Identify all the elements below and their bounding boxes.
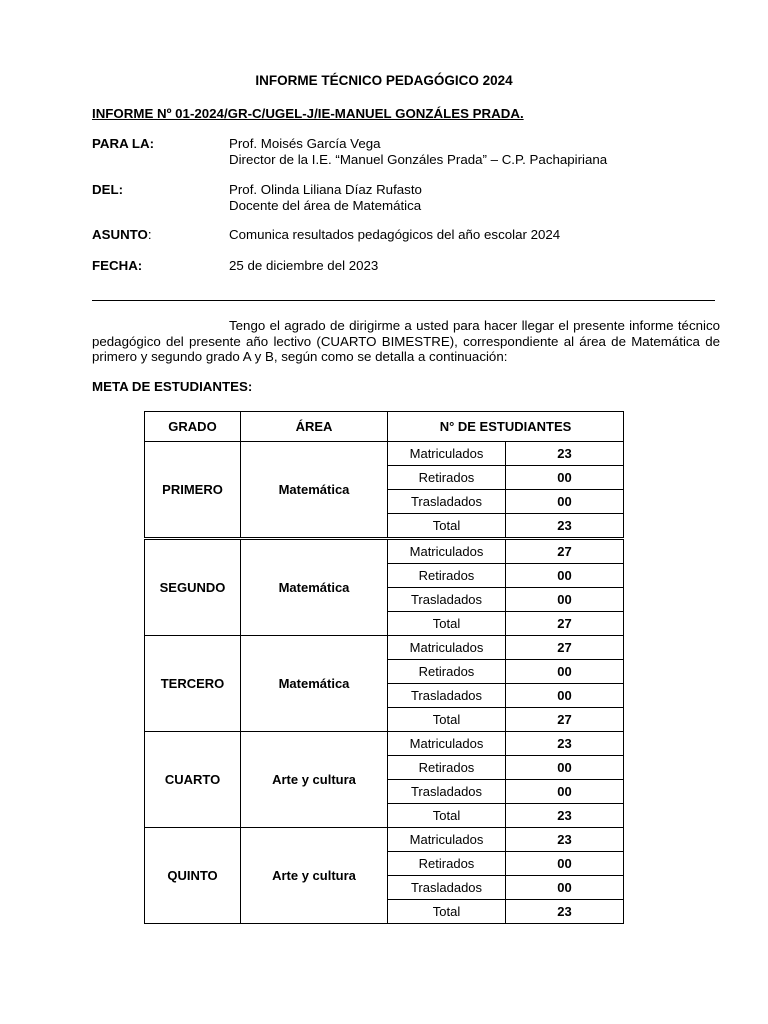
- header-area: ÁREA: [241, 412, 388, 442]
- header-grado: GRADO: [145, 412, 241, 442]
- count-label-cell: Retirados: [388, 564, 506, 588]
- count-value-cell: 27: [506, 636, 624, 660]
- count-value-cell: 23: [506, 900, 624, 924]
- table-row: [145, 828, 624, 852]
- count-value-cell: 00: [506, 588, 624, 612]
- count-value-cell: 00: [506, 780, 624, 804]
- grado-cell: SEGUNDO: [145, 539, 241, 636]
- count-label-cell: Total: [388, 612, 506, 636]
- count-value-cell: 00: [506, 684, 624, 708]
- count-label-cell: Total: [388, 900, 506, 924]
- count-value-cell: 00: [506, 756, 624, 780]
- grado-cell: CUARTO: [145, 732, 241, 828]
- count-label-cell: Retirados: [388, 466, 506, 490]
- count-label-cell: Matriculados: [388, 732, 506, 756]
- count-value-cell: 00: [506, 660, 624, 684]
- count-label-cell: Trasladados: [388, 684, 506, 708]
- students-table: [144, 411, 624, 924]
- count-value-cell: 23: [506, 732, 624, 756]
- count-label-cell: Matriculados: [388, 539, 506, 564]
- table-row: [145, 442, 624, 466]
- count-label-cell: Total: [388, 514, 506, 539]
- count-label-cell: Retirados: [388, 660, 506, 684]
- body-paragraph-text: Tengo el agrado de dirigirme a usted para hacer llegar el presente informe técnico pedagógico del presente año lectivo (CUARTO BIMESTRE), correspondiente al área de Matemática de primero y segundo grado A y B, según como se detalla a continuación:: [92, 318, 720, 364]
- count-label-cell: Matriculados: [388, 442, 506, 466]
- separator-line: [92, 300, 715, 301]
- document-title: INFORME TÉCNICO PEDAGÓGICO 2024: [255, 73, 513, 88]
- fecha-value: 25 de diciembre del 2023: [229, 258, 379, 273]
- count-value-cell: 00: [506, 852, 624, 876]
- table-body: [145, 442, 624, 924]
- asunto-label: [92, 227, 152, 242]
- asunto-label-text: ASUNTO: [92, 227, 148, 242]
- grado-cell: TERCERO: [145, 636, 241, 732]
- count-label-cell: Retirados: [388, 756, 506, 780]
- count-label-cell: Matriculados: [388, 828, 506, 852]
- table-row: [145, 539, 624, 564]
- area-cell: Matemática: [241, 539, 388, 636]
- count-value-cell: 00: [506, 490, 624, 514]
- area-cell: Matemática: [241, 636, 388, 732]
- count-value-cell: 00: [506, 564, 624, 588]
- count-value-cell: 27: [506, 539, 624, 564]
- header-estudiantes: N° DE ESTUDIANTES: [388, 412, 624, 442]
- area-cell: Arte y cultura: [241, 732, 388, 828]
- count-value-cell: 27: [506, 708, 624, 732]
- asunto-value: Comunica resultados pedagógicos del año escolar 2024: [229, 227, 561, 242]
- section-title: META DE ESTUDIANTES:: [92, 379, 253, 394]
- del-label: DEL:: [92, 182, 124, 197]
- grado-cell: PRIMERO: [145, 442, 241, 539]
- fecha-label: FECHA:: [92, 258, 143, 273]
- report-reference: INFORME Nº 01-2024/GR-C/UGEL-J/IE-MANUEL GONZÁLES PRADA.: [92, 106, 524, 121]
- count-label-cell: Retirados: [388, 852, 506, 876]
- count-value-cell: 00: [506, 466, 624, 490]
- count-value-cell: 00: [506, 876, 624, 900]
- count-label-cell: Total: [388, 708, 506, 732]
- count-value-cell: 27: [506, 612, 624, 636]
- asunto-colon: :: [147, 227, 152, 242]
- body-paragraph: [92, 318, 720, 365]
- del-line1: Prof. Olinda Liliana Díaz Rufasto: [229, 182, 422, 197]
- count-label-cell: Trasladados: [388, 780, 506, 804]
- para-la-label: PARA LA:: [92, 136, 155, 151]
- para-la-line1: Prof. Moisés García Vega: [229, 136, 381, 151]
- count-label-cell: Trasladados: [388, 876, 506, 900]
- table-row: [145, 636, 624, 660]
- count-value-cell: 23: [506, 804, 624, 828]
- count-label-cell: Total: [388, 804, 506, 828]
- count-value-cell: 23: [506, 514, 624, 539]
- para-la-value: [229, 136, 607, 168]
- del-value: [229, 182, 422, 214]
- count-label-cell: Trasladados: [388, 490, 506, 514]
- count-label-cell: Matriculados: [388, 636, 506, 660]
- count-value-cell: 23: [506, 828, 624, 852]
- count-label-cell: Trasladados: [388, 588, 506, 612]
- count-value-cell: 23: [506, 442, 624, 466]
- area-cell: Arte y cultura: [241, 828, 388, 924]
- grado-cell: QUINTO: [145, 828, 241, 924]
- para-la-line2: Director de la I.E. “Manuel Gonzáles Prada” – C.P. Pachapiriana: [229, 152, 608, 167]
- del-line2: Docente del área de Matemática: [229, 198, 422, 213]
- area-cell: Matemática: [241, 442, 388, 539]
- table-row: [145, 732, 624, 756]
